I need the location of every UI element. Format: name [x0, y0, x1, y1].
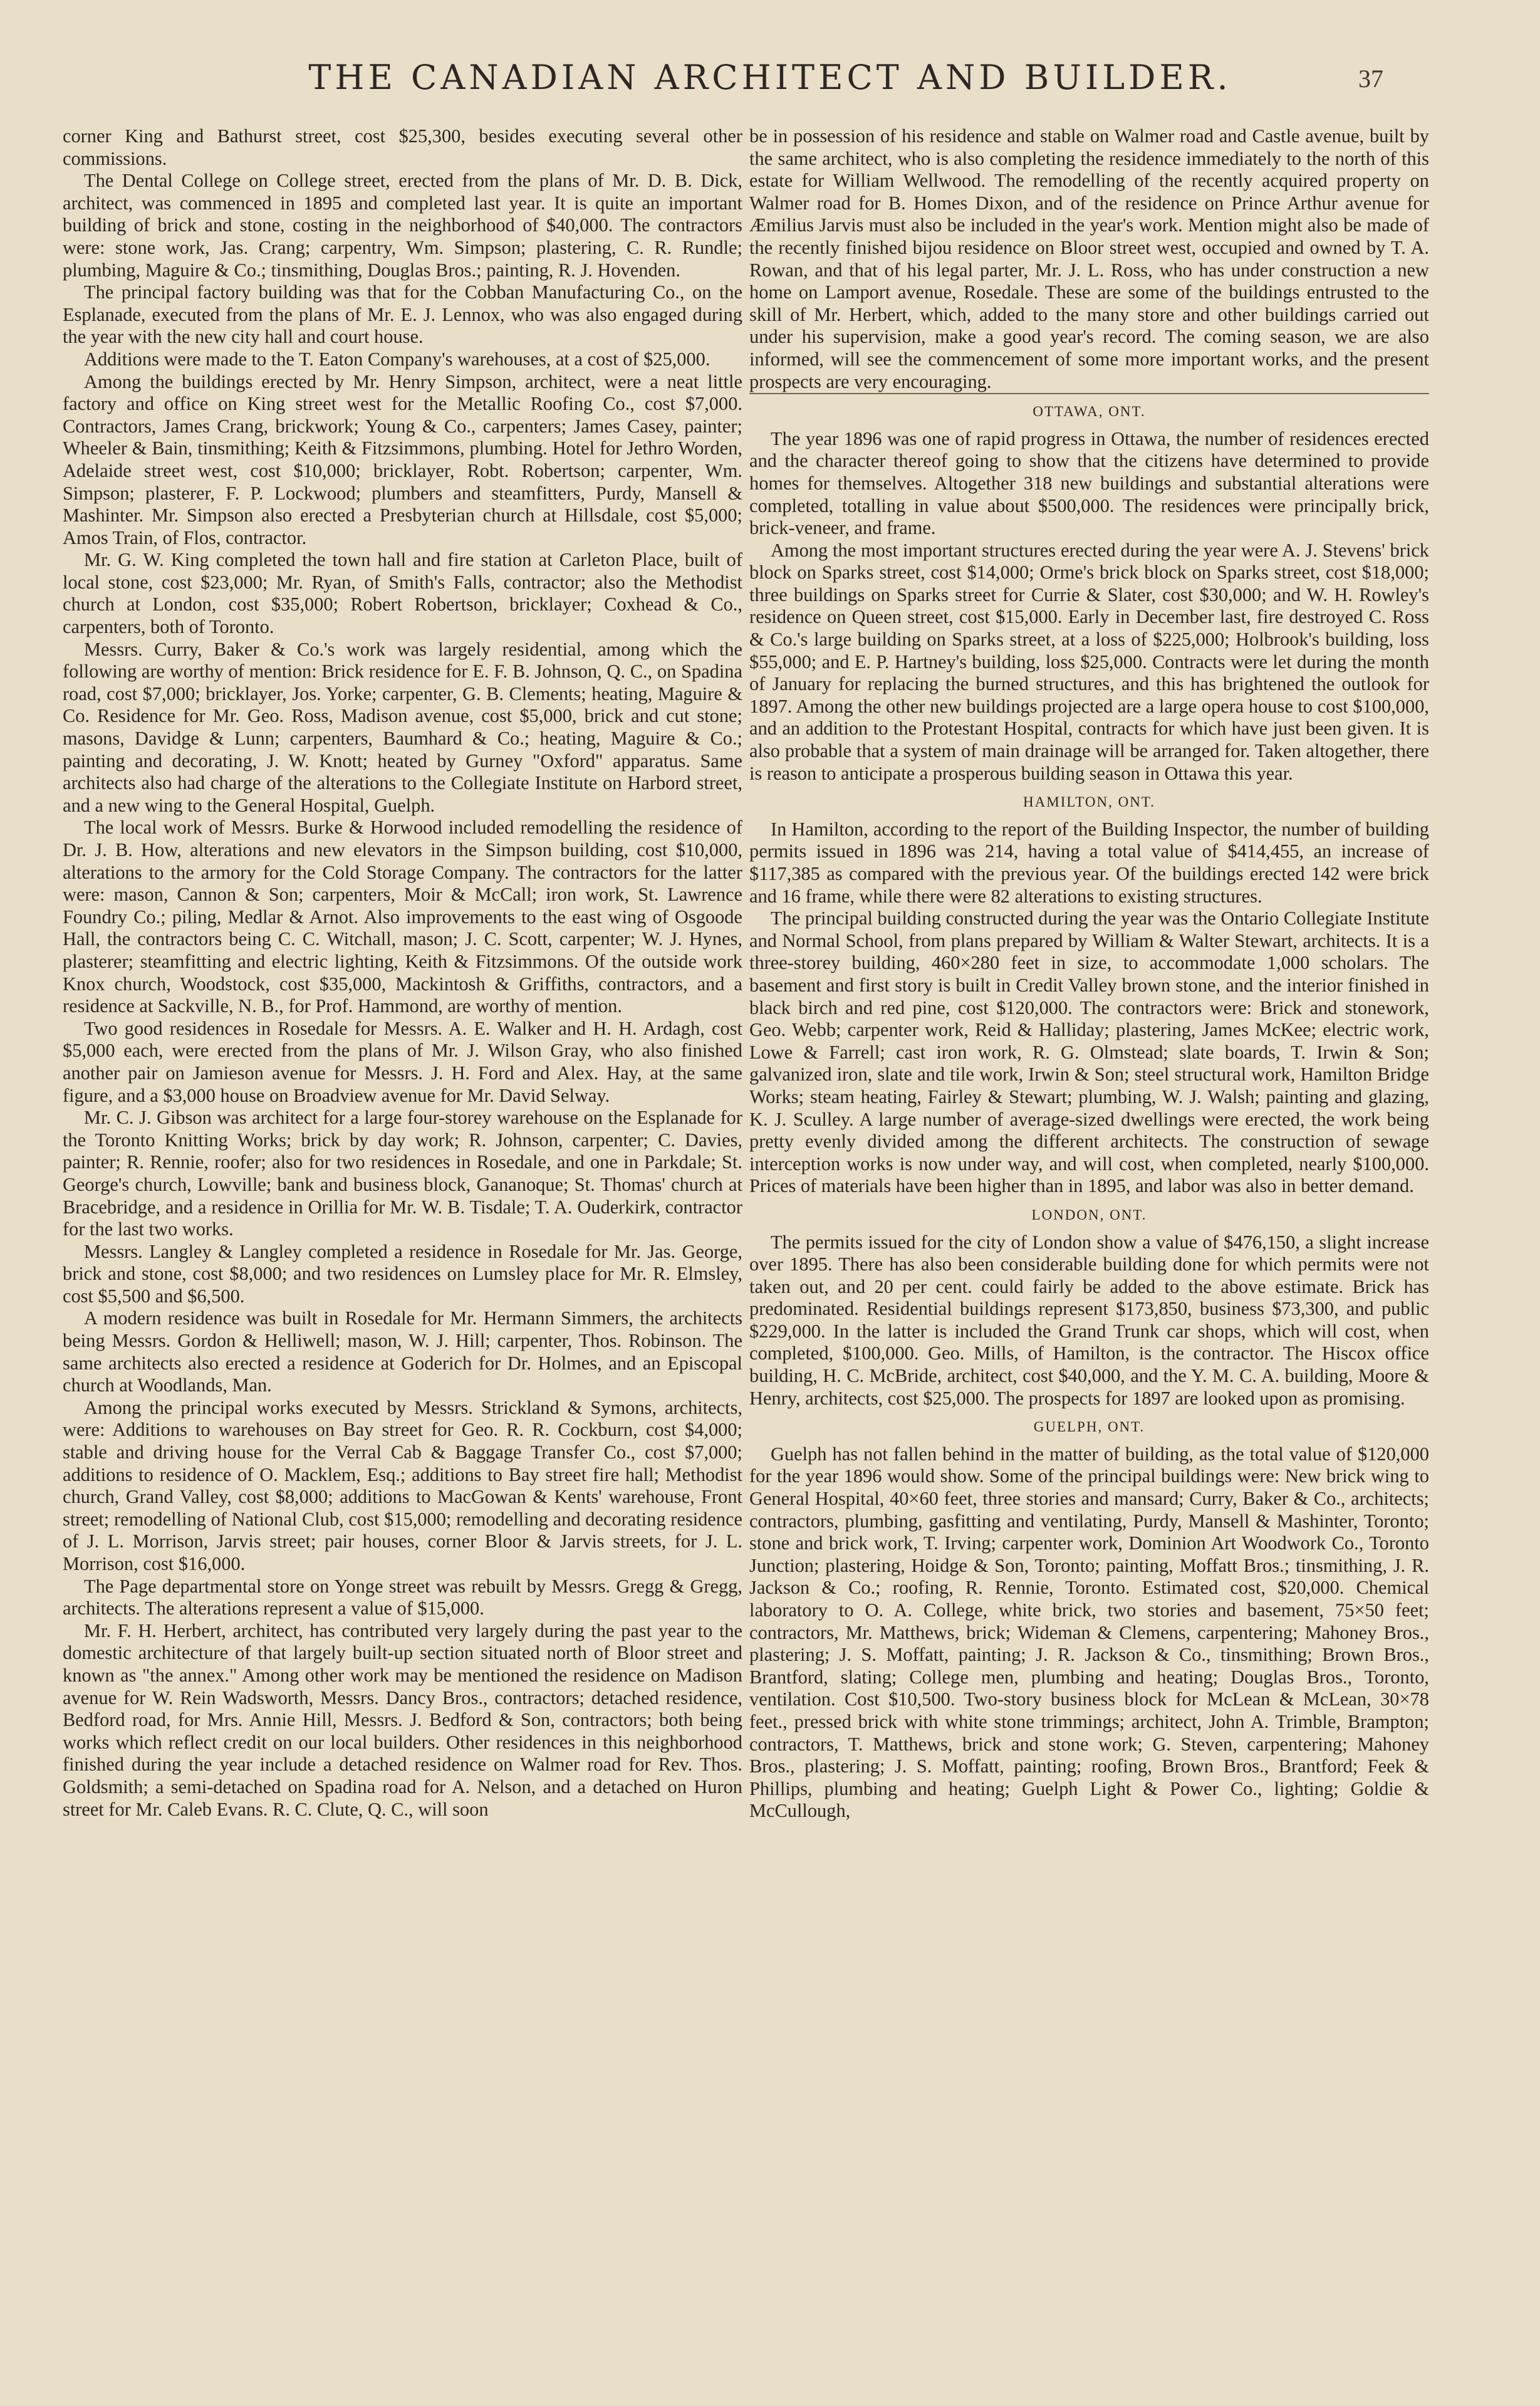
paragraph: The permits issued for the city of London show a value of $476,150, a slight increase over 1895. There has also been considerable building done for which permits were not taken out, and 20 per cent. could fairly be added to the above estimate. Brick has predominated. Residential buildings represent $173,850, business $73,300, and public $229,000. In the latter is included the Grand Trunk car shops, which will cost, when completed, $100,000. Geo. Mills, of Hamilton, is the contractor. The Hiscox office building, H. C. McBride, architect, cost $40,000, and the Y. M. C. A. building, Moore & Henry, architects, cost $25,000. The prospects for 1897 are looked upon as promising.	[749, 1231, 1429, 1409]
running-title: THE CANADIAN ARCHITECT AND BUILDER.	[308, 58, 1232, 97]
page-header	[0, 58, 1540, 114]
paragraph: be in possession of his residence and stable on Walmer road and Castle avenue, built by the same architect, who is also completing the residence immediately to the north of this estate for William Wellwood. The remodelling of the recently acquired property on Walmer road for B. Homes Dixon, and of the residence on Prince Arthur avenue for Æmilius Jarvis must also be included in the year's work. Mention might also be made of the recently finished bijou residence on Bloor street west, occupied and owned by T. A. Rowan, and that of his legal parter, Mr. J. L. Ross, who has under construction a new home on Lamport avenue, Rosedale. These are some of the buildings entrusted to the skill of Mr. Herbert, which, added to the many store and other buildings carried out under his supervision, make a good year's record. The coming season, we are also informed, will see the commencement of some more important works, and the present prospects are very encouraging.	[749, 125, 1429, 392]
paragraph: Among the most important structures erected during the year were A. J. Stevens' brick block on Sparks street, cost $14,000; Orme's brick block on Sparks street, cost $18,000; three buildings on Sparks street for Currie & Slater, cost $30,000; and W. H. Rowley's residence on Queen street, cost $15,000. Early in December last, fire destroyed C. Ross & Co.'s large building on Sparks street, at a loss of $225,000; Holbrook's building, loss $55,000; and E. P. Hartney's building, loss $25,000. Contracts were let during the month of January for replacing the burned structures, and this has brightened the outlook for 1897. Among the other new buildings projected are a large opera house to cost $100,000, and an addition to the Protestant Hospital, contracts for which have just been given. It is also probable that a system of main drainage will be arranged for. Taken altogether, there is reason to anticipate a prosperous building season in Ottawa this year.	[749, 539, 1429, 784]
paragraph: The local work of Messrs. Burke & Horwood included remodelling the residence of Dr. J. B. How, alterations and new elevators in the Simpson building, cost $10,000, alterations to the armory for the Cold Storage Company. The contractors for the latter were: mason, Cannon & Son; carpenters, Moir & McCall; iron work, St. Lawrence Foundry Co.; piling, Medlar & Arnot. Also improvements to the east wing of Osgoode Hall, the contractors being C. C. Witchall, mason; J. C. Scott, carpenter; W. J. Hynes, plasterer; steamfitting and electric lighting, Keith & Fitzsimmons. Of the outside work Knox church, Woodstock, cost $35,000, Mackintosh & Griffiths, contractors, and a residence at Sackville, N. B., for Prof. Hammond, are worthy of mention.	[63, 817, 742, 1017]
paragraph: In Hamilton, according to the report of the Building Inspector, the number of building permits issued in 1896 was 214, having a total value of $414,455, an increase of $117,385 as compared with the previous year. Of the buildings erected 142 were brick and 16 frame, while there were 82 alterations to existing structures.	[749, 818, 1429, 907]
section-heading-guelph: GUELPH, ONT.	[1033, 1419, 1145, 1435]
paragraph: Two good residences in Rosedale for Messrs. A. E. Walker and H. H. Ardagh, cost $5,000 each, were erected from the plans of Mr. J. Wilson Gray, who also finished another pair on Jamieson avenue for Messrs. J. H. Ford and Alex. Hay, at the same figure, and a $3,000 house on Broadview avenue for Mr. David Selway.	[63, 1017, 742, 1106]
section-heading-ottawa: OTTAWA, ONT.	[1033, 404, 1146, 420]
paragraph: The Page departmental store on Yonge street was rebuilt by Messrs. Gregg & Gregg, architects. The alterations represent a value of $15,000.	[63, 1575, 742, 1619]
paragraph: Additions were made to the T. Eaton Company's warehouses, at a cost of $25,000.	[84, 348, 710, 370]
paragraph: A modern residence was built in Rosedale for Mr. Hermann Simmers, the architects being Messrs. Gordon & Helliwell; mason, W. J. Hill; carpenter, Thos. Robinson. The same architects also erected a residence at Goderich for Dr. Holmes, and an Episcopal church at Woodlands, Man.	[63, 1307, 742, 1396]
paragraph: Messrs. Langley & Langley completed a residence in Rosedale for Mr. Jas. George, brick and stone, cost $8,000; and two residences on Lumsley place for Mr. R. Elmsley, cost $5,500 and $6,500.	[63, 1240, 742, 1307]
page-number: 37	[1358, 65, 1383, 93]
section-heading-london: LONDON, ONT.	[1031, 1206, 1147, 1223]
paragraph: Mr. C. J. Gibson was architect for a large four-storey warehouse on the Esplanade for the Toronto Knitting Works; brick by day work; R. Johnson, carpenter; C. Davies, painter; R. Rennie, roofer; also for two residences in Rosedale, and one in Parkdale; St. George's church, Lowville; bank and business block, Gananoque; St. Thomas' church at Bracebridge, and a residence in Orillia for Mr. W. B. Tisdale; T. A. Ouderkirk, contractor for the last two works.	[63, 1107, 742, 1240]
paragraph: Guelph has not fallen behind in the matter of building, as the total value of $120,000 for the year 1896 would show. Some of the principal buildings were: New brick wing to General Hospital, 40×60 feet, three stories and mansard; Curry, Baker & Co., architects; contractors, plumbing, gasfitting and ventilating, Purdy, Mansell & Mashinter, Toronto; stone and brick work, T. Irving; carpenter work, Dominion Art Woodwork Co., Toronto Junction; plastering, Hoidge & Son, Toronto; painting, Moffatt Bros.; tinsmithing, J. R. Jackson & Co.; roofing, R. Rennie, Toronto. Estimated cost, $20,000. Chemical laboratory to O. A. College, white brick, two stories and basement, 75×50 feet; contractors, Mr. Matthews, brick; Wideman & Clemens, carpentering; Mahoney Bros., plastering; J. S. Moffatt, painting; J. R. Jackson & Co., tinsmithing; Brown Bros., Brantford, slating; College men, plumbing and heating; Douglas Bros., Toronto, ventilation. Cost $10,500. Two-story business block for McLean & McLean, 30×78 feet., pressed brick with white stone trimmings; architect, John A. Trimble, Brampton; contractors, T. Matthews, brick and stone work; G. Steven, carpentering; Mahoney Bros., plastering; J. S. Moffatt, painting; roofing, Brown Bros., Brantford; Feek & Phillips, plumbing and heating; Guelph Light & Power Co., lighting; Goldie & McCullough,	[749, 1443, 1429, 1822]
paragraph: The principal factory building was that for the Cobban Manufacturing Co., on the Esplanade, executed from the plans of Mr. E. J. Lennox, who was also engaged during the year with the new city hall and court house.	[63, 281, 742, 348]
paragraph: The year 1896 was one of rapid progress in Ottawa, the number of residences erected and the character thereof going to show that the citizens have determined to provide homes for themselves. Altogether 318 new buildings and substantial alterations were completed, totalling in value about $500,000. The residences were principally brick, brick-veneer, and frame.	[749, 427, 1429, 539]
paragraph: corner King and Bathurst street, cost $25,300, besides executing several other commissions.	[63, 125, 742, 169]
section-divider	[749, 393, 1429, 394]
paragraph: The Dental College on College street, erected from the plans of Mr. D. B. Dick, architect, was commenced in 1895 and completed last year. It is quite an important building of brick and stone, costing in the neighborhood of $40,000. The contractors were: stone work, Jas. Crang; carpentry, Wm. Simpson; plastering, C. R. Rundle; plumbing, Maguire & Co.; tinsmithing, Douglas Bros.; painting, R. J. Hovenden.	[63, 170, 742, 281]
paragraph: The principal building constructed during the year was the Ontario Collegiate Institute and Normal School, from plans prepared by William & Walter Stewart, architects. It is a three-storey building, 460×280 feet in size, to accommodate 1,000 scholars. The basement and first story is built in Credit Valley brown stone, and the interior finished in black birch and red pine, cost $120,000. The contractors were: Brick and stonework, Geo. Webb; carpenter work, Reid & Halliday; plastering, James McKee; electric work, Lowe & Farrell; cast iron work, R. G. Olmstead; slate boards, T. Irwin & Son; galvanized iron, slate and tile work, Irwin & Son; steel structural work, Hamilton Bridge Works; steam heating, Fairley & Stewart; plumbing, W. J. Walsh; painting and glazing, K. J. Sculley. A large number of average-sized dwellings were erected, the work being pretty evenly divided among the different architects. The construction of sewage interception works is now under way, and will cost, when completed, nearly $100,000. Prices of materials have been higher than in 1895, and labor was also in better demand.	[749, 907, 1429, 1197]
paragraph: Among the buildings erected by Mr. Henry Simpson, architect, were a neat little factory and office on King street west for the Metallic Roofing Co., cost $7,000. Contractors, James Crang, brickwork; Young & Co., carpenters; James Casey, painter; Wheeler & Bain, tinsmithing; Keith & Fitzsimmons, plumbing. Hotel for Jethro Worden, Adelaide street west, cost $10,000; bricklayer, Robt. Robertson; carpenter, Wm. Simpson; plasterer, F. P. Lockwood; plumbers and steamfitters, Purdy, Mansell & Mashinter. Mr. Simpson also erected a Presbyterian church at Hillsdale, cost $5,000; Amos Train, of Flos, contractor.	[63, 370, 742, 548]
right-column	[749, 125, 1429, 2382]
paragraph: Among the principal works executed by Messrs. Strickland & Symons, architects, were: Additions to warehouses on Bay street for Geo. R. R. Cockburn, cost $4,000; stable and driving house for the Verral Cab & Baggage Transfer Co., cost $7,000; additions to residence of O. Macklem, Esq.; additions to Bay street fire hall; Methodist church, Grand Valley, cost $8,000; additions to MacGowan & Kents' warehouse, Front street; remodelling of National Club, cost $15,000; remodelling and decorating residence of J. L. Morrison, Jarvis street; pair houses, corner Bloor & Jarvis streets, for J. L. Morrison, cost $16,000.	[63, 1396, 742, 1574]
paragraph: Messrs. Curry, Baker & Co.'s work was largely residential, among which the following are worthy of mention: Brick residence for E. F. B. Johnson, Q. C., on Spadina road, cost $7,000; bricklayer, Jos. Yorke; carpenter, G. B. Clements; heating, Maguire & Co. Residence for Mr. Geo. Ross, Madison avenue, cost $5,000, brick and cut stone; masons, Davidge & Lunn; carpenters, Baumhard & Co.; heating, Maguire & Co.; painting and decorating, J. W. Knott; heated by Gurney "Oxford" apparatus. Same architects also had charge of the alterations to the Collegiate Institute on Harbord street, and a new wing to the General Hospital, Guelph.	[63, 638, 742, 816]
section-heading-hamilton: HAMILTON, ONT.	[1023, 794, 1155, 810]
paragraph: Mr. F. H. Herbert, architect, has contributed very largely during the past year to the domestic architecture of that largely built-up section situated north of Bloor street and known as "the annex." Among other work may be mentioned the residence on Madison avenue for W. Rein Wadsworth, Messrs. Dancy Bros., contractors; detached residence, Bedford road, for Mrs. Annie Hill, Messrs. J. Bedford & Son, contractors; both being works which reflect credit on our local builders. Other residences in this neighborhood finished during the year include a detached residence on Walmer road for Rev. Thos. Goldsmith; a semi-detached on Spadina road for A. Nelson, and a detached on Huron street for Mr. Caleb Evans. R. C. Clute, Q. C., will soon	[63, 1619, 742, 1820]
paragraph: Mr. G. W. King completed the town hall and fire station at Carleton Place, built of local stone, cost $23,000; Mr. Ryan, of Smith's Falls, contractor; also the Methodist church at London, cost $35,000; Robert Robertson, bricklayer; Coxhead & Co., carpenters, both of Toronto.	[63, 549, 742, 638]
left-column	[63, 125, 742, 2382]
